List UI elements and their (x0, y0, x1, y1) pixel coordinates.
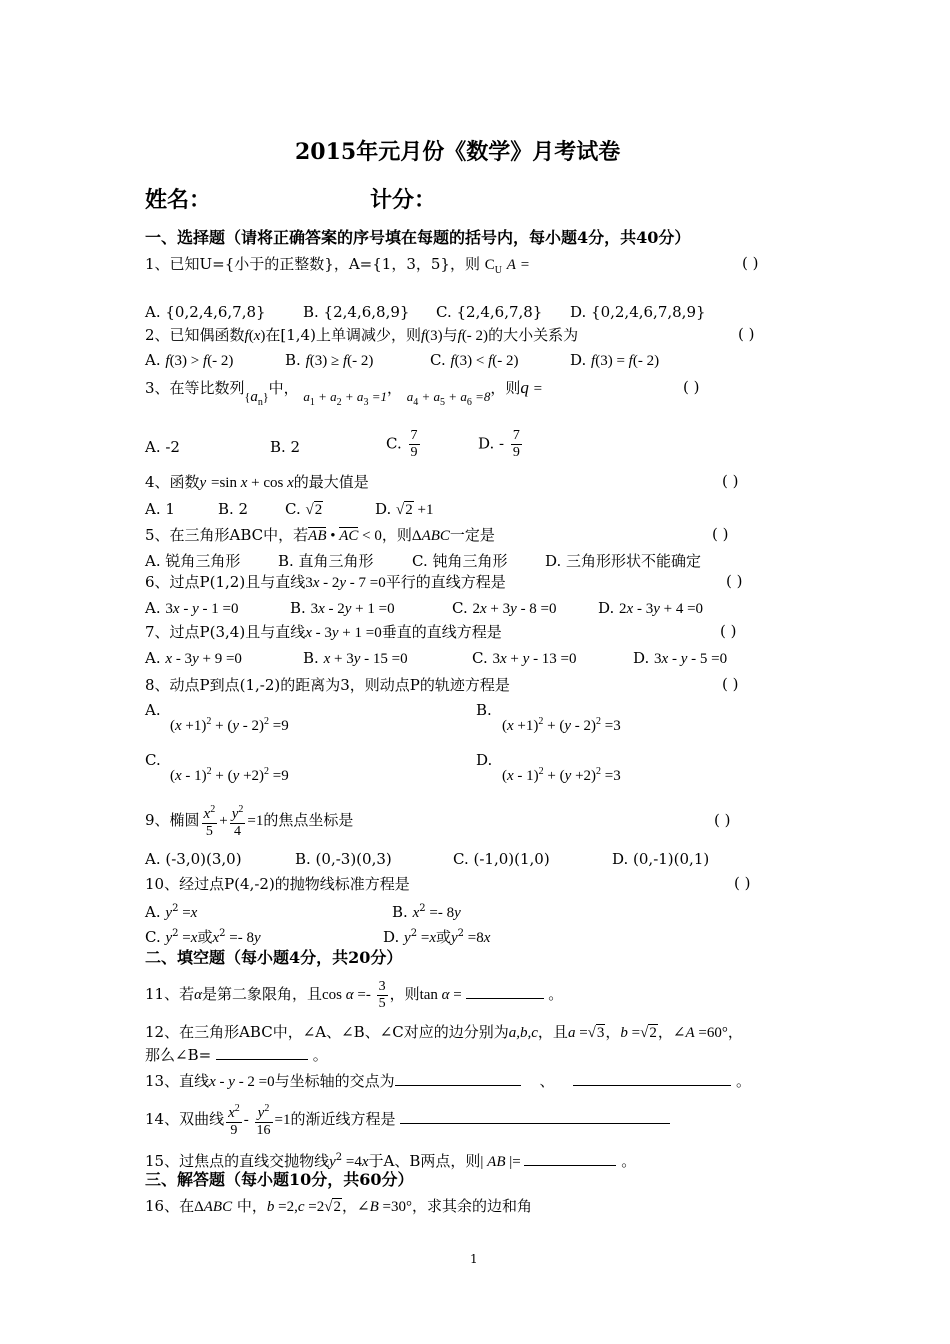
answer-blank-11[interactable] (466, 984, 544, 999)
question-11: 11、若α是第二象限角，且cos α =- $\frac{3}{5}$ ，则tan α = 。 (145, 978, 564, 1011)
question-3: 3、在等比数列$_{\{a_n\}}$中， $a_1 + a_2 + a_3 =1$， $a_4 + a_5 + a_6 =8$，则q = (145, 378, 543, 408)
question-1-text: 1、已知U={小于的正整数}，A={1，3，5}，则 (145, 255, 480, 273)
answer-blank-13b[interactable] (573, 1071, 731, 1086)
page-number: 1 (470, 1252, 478, 1266)
q8-option-a-label: A. (145, 701, 161, 719)
name-label: 姓名： (145, 187, 212, 213)
q8-option-d: $(x - 1)^2 + (y +2)^2 =3$ (502, 766, 621, 784)
question-8: 8、动点P到点(1,-2)的距离为3，则动点P的轨迹方程是 (145, 676, 510, 694)
answer-paren-9[interactable]: ( ) (714, 811, 731, 829)
q3-option-c: C. $\frac{7}{9}$ (386, 428, 418, 460)
q4-option-b: B. 2 (218, 500, 249, 518)
q6-option-d: D. 2x - 3y + 4 =0 (598, 599, 704, 617)
q9-option-b: B. (0,-3)(0,3) (295, 850, 392, 868)
question-1: 1、已知U={小于的正整数}，A={1，3，5}，则 $C_U$ A = (145, 255, 530, 276)
answer-paren-2[interactable]: ( ) (738, 325, 755, 343)
answer-paren-8[interactable]: ( ) (722, 675, 739, 693)
answer-paren-7[interactable]: ( ) (720, 622, 737, 640)
question-4: 4、函数y =sin x + cos x的最大值是 (145, 473, 369, 491)
q8-option-a: $(x +1)^2 + (y - 2)^2 =9$ (170, 716, 289, 734)
q9-option-d: D. (0,-1)(0,1) (612, 850, 710, 868)
answer-paren-6[interactable]: ( ) (726, 572, 743, 590)
q7-option-a: A. x - 3y + 9 =0 (145, 649, 242, 667)
q7-option-d: D. 3x - y - 5 =0 (633, 649, 728, 667)
q1-option-c: C. {2,4,6,7,8} (436, 303, 543, 321)
answer-paren-4[interactable]: ( ) (722, 472, 739, 490)
q2-option-d: D. f(3) = f(- 2) (570, 351, 660, 369)
q2-option-c: C. f(3) < f(- 2) (430, 351, 519, 369)
q5-option-d: D. 三角形形状不能确定 (545, 552, 702, 570)
q10-option-d: D. $y^2 =x$或$y^2 =8x$ (383, 928, 491, 946)
q6-option-a: A. 3x - y - 1 =0 (145, 599, 239, 617)
answer-paren-1[interactable]: ( ) (742, 254, 759, 272)
complement-symbol: $C_U$ (484, 257, 502, 276)
q3-option-b: B. 2 (270, 438, 301, 456)
question-14: 14、双曲线 $\frac{x^2}{9}$ - $\frac{y^2}{16}$ =1的渐近线方程是 (145, 1101, 670, 1139)
q7-option-b: B. x + 3y - 15 =0 (303, 649, 408, 667)
question-12: 12、在三角形ABC中，∠A、∠B、∠C对应的边分别为a,b,c，且a =√3，b =√2，∠A =60°， (145, 1023, 743, 1041)
q10-option-a: A. $y^2 =x$ (145, 903, 198, 921)
q2-option-a: A. f(3) > f(- 2) (145, 351, 234, 369)
q2-option-b: B. f(3) ≥ f(- 2) (285, 351, 374, 369)
question-15: 15、过焦点的直线交抛物线$y^2 =4x$于A、B两点，则| AB |= 。 (145, 1152, 637, 1170)
score-label: 计分： (370, 187, 437, 213)
q9-option-a: A. (-3,0)(3,0) (145, 850, 242, 868)
q8-option-d-label: D. (476, 751, 493, 769)
q6-option-c: C. 2x + 3y - 8 =0 (452, 599, 557, 617)
page-title: 2015年元月份《数学》月考试卷 (295, 139, 621, 165)
question-5: 5、在三角形ABC中，若AB • AC < 0，则ΔABC一定是 (145, 526, 495, 544)
answer-blank-13a[interactable] (395, 1071, 521, 1086)
q5-option-c: C. 钝角三角形 (412, 552, 508, 570)
q4-option-a: A. 1 (145, 500, 175, 518)
q4-option-d: D. √2 +1 (375, 500, 434, 518)
question-6: 6、过点P(1,2)且与直线3x - 2y - 7 =0平行的直线方程是 (145, 573, 506, 591)
q8-option-b-label: B. (476, 701, 492, 719)
answer-paren-5[interactable]: ( ) (712, 525, 729, 543)
q1-option-b: B. {2,4,6,8,9} (303, 303, 410, 321)
q8-option-b: $(x +1)^2 + (y - 2)^2 =3$ (502, 716, 621, 734)
q8-option-c: $(x - 1)^2 + (y +2)^2 =9$ (170, 766, 289, 784)
question-16: 16、在ΔABC 中，b =2,c =2√2，∠B =30°，求其余的边和角 (145, 1197, 532, 1215)
question-13: 13、直线x - y - 2 =0与坐标轴的交点为 、 。 (145, 1072, 752, 1090)
section-solve-heading: 三、解答题（每小题10分，共60分） (145, 1170, 414, 1189)
section-fill-heading: 二、填空题（每小题4分，共20分） (145, 948, 403, 967)
question-10: 10、经过点P(4,-2)的抛物线标准方程是 (145, 875, 410, 893)
question-2: 2、已知偶函数f(x)在[1,4)上单调减少，则f(3)与f(- 2)的大小关系为 (145, 326, 579, 344)
q1-option-a: A. {0,2,4,6,7,8} (145, 303, 266, 321)
answer-blank-14[interactable] (400, 1109, 670, 1124)
answer-blank-15[interactable] (524, 1151, 616, 1166)
q10-option-c: C. $y^2 =x$或$x^2 =- 8y$ (145, 928, 261, 946)
q1-option-d: D. {0,2,4,6,7,8,9} (570, 303, 706, 321)
q3-option-d: D. - $\frac{7}{9}$ (478, 428, 520, 460)
answer-paren-3[interactable]: ( ) (683, 378, 700, 396)
answer-blank-12[interactable] (216, 1045, 308, 1060)
q6-option-b: B. 3x - 2y + 1 =0 (290, 599, 395, 617)
question-7: 7、过点P(3,4)且与直线x - 3y + 1 =0垂直的直线方程是 (145, 623, 502, 641)
question-9: 9、椭圆 $\frac{x^2}{5}$ + $\frac{y^2}{4}$ =1的焦点坐标是 (145, 804, 354, 839)
q4-option-c: C. √2 (285, 500, 323, 518)
q8-option-c-label: C. (145, 751, 161, 769)
q3-option-a: A. -2 (145, 438, 180, 456)
question-12-line2: 那么∠B= 。 (145, 1046, 328, 1064)
section-choice-heading: 一、选择题（请将正确答案的序号填在每题的括号内，每小题4分，共40分） (145, 228, 691, 247)
q9-option-c: C. (-1,0)(1,0) (453, 850, 550, 868)
q7-option-c: C. 3x + y - 13 =0 (472, 649, 577, 667)
answer-paren-10[interactable]: ( ) (734, 874, 751, 892)
q5-option-b: B. 直角三角形 (278, 552, 374, 570)
q5-option-a: A. 锐角三角形 (145, 552, 241, 570)
q10-option-b: B. $x^2 =- 8y$ (392, 903, 461, 921)
